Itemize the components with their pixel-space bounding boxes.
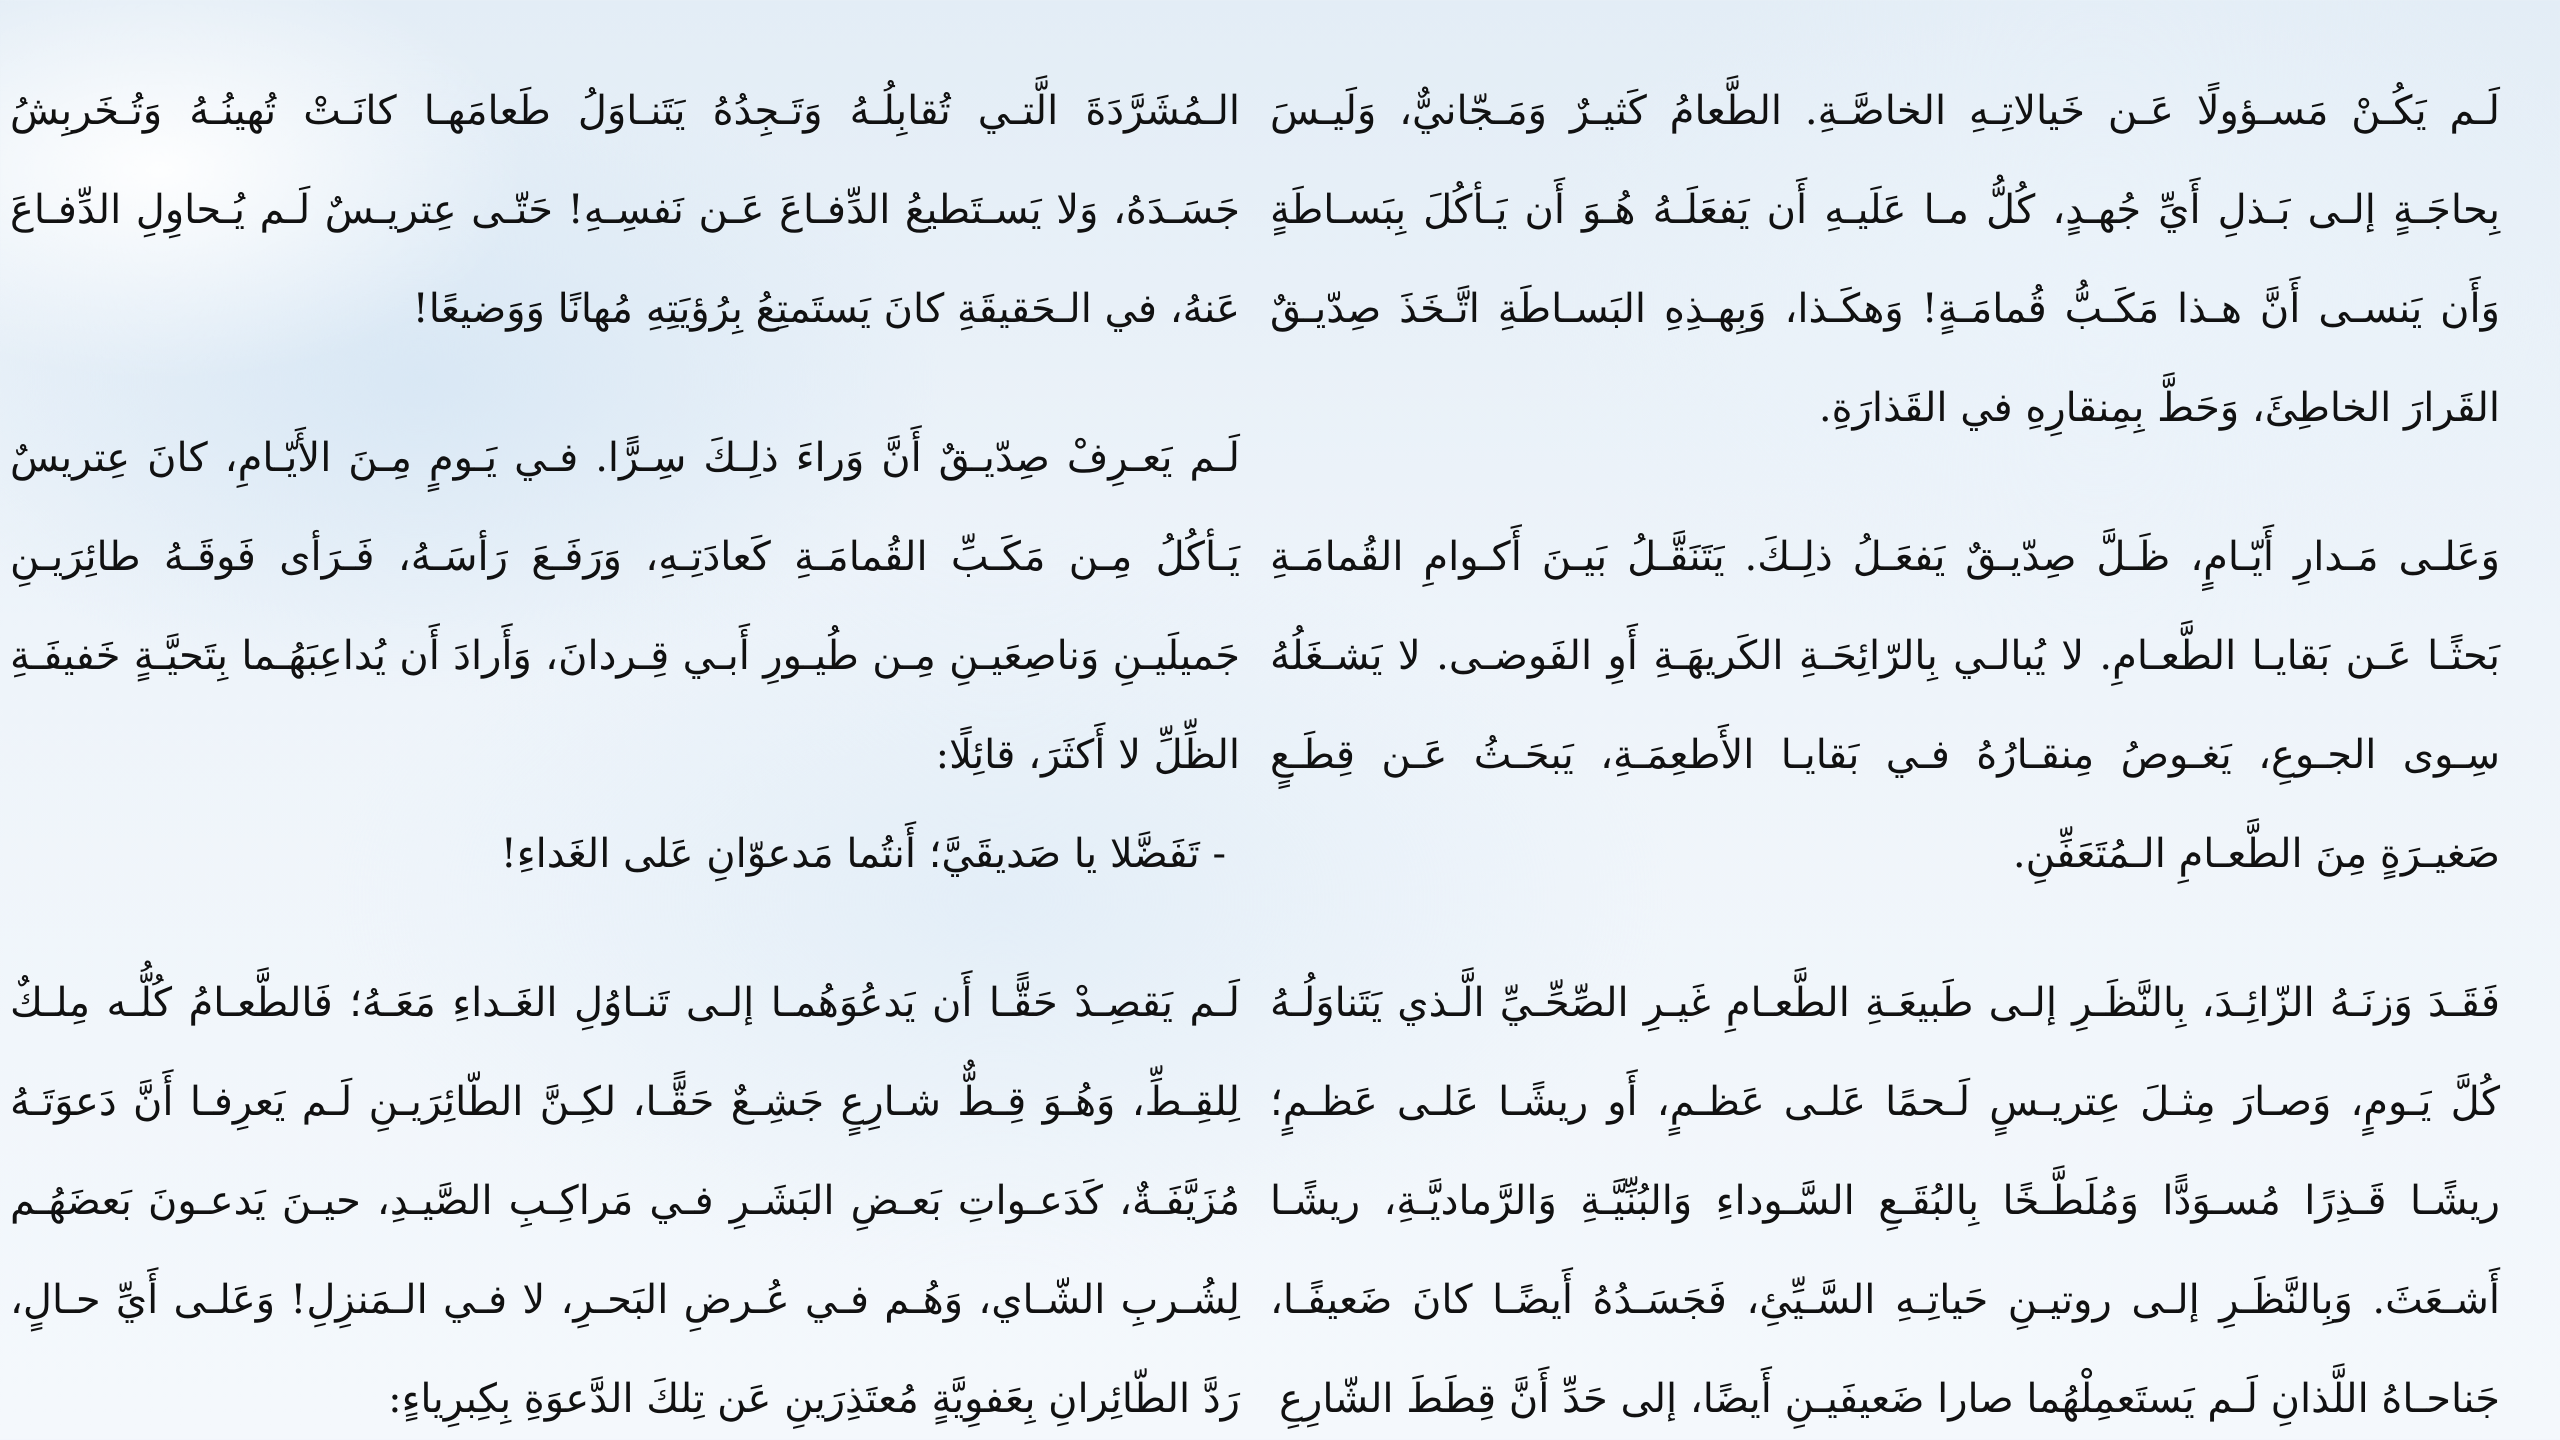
dialogue-line: - تَفَضَّلا يا صَديقَيَّ؛ أَنتُما مَدعوّانِ عَلى الغَداءِ! [500,831,1226,877]
paragraph: لَـم يَعـرِفْ صِدّيـقٌ أَنَّ وَراءَ ذلِـكَ سِـرًّا. فـي يَـومٍ مِـنَ الأَيّـامِ، كانَ عِتريسٌ يَـأكُلُ مِـن مَكَـبِّ القُمامَـةِ كَعادَتِـهِ، وَرَفَـعَ رَأسَـهُ، فَـرَأى فَوقَـهُ طائِرَيـنِ جَميلَيـنِ وَناصِعَيـنِ مِـن طُيـورِ أَبـي قِـردانَ، وَأَرادَ أَن يُداعِبَهُـما بِتَحيَّـةٍ خَفيفَـةِ الظِّلِّ لا أَكثَرَ، قائِلًا: [10,435,1240,778]
paragraph: وَعَلـى مَـدارِ أَيّـامٍ، ظَـلَّ صِدّيـقٌ يَفعَـلُ ذلِـكَ. يَتَنَقَّـلُ بَيـنَ أَكـوامِ القُمامَـةِ بَحثًـا عَـن بَقايـا الطَّعـامِ. لا يُبالـي بِالرّائِحَـةِ الكَريهَـةِ أَوِ الفَوضـى. لا يَشـغَلُهُ سِـوى الجـوعِ، يَغـوصُ مِنقـارُهُ فـي بَقايـا الأَطعِمَـةِ، يَبحَـثُ عَـن قِطَـعٍ صَغيـرَةٍ مِنَ الطَّعـامِ الـمُتَعَفِّنِ. [1270,534,2501,877]
left-page-text [10,62,1240,1440]
paragraph: لَـم يَقصِـدْ حَقًّـا أَن يَدعُوَهُمـا إلـى تَنـاوُلِ الغَـداءِ مَعَـهُ؛ فَالطَّعـامُ كُلُّـه مِلـكٌ لِلقِـطِّ، وَهُـوَ قِـطٌّ شـارِعٍ جَشِـعٌ حَقًّـا، لكِـنَّ الطّائِرَيـنِ لَـم يَعرِفـا أَنَّ دَعوَتَـهُ مُزَيَّفَـةٌ، كَدَعـواتِ بَعـضِ البَشَـرِ فـي مَراكِـبِ الصَّيـدِ، حيـنَ يَدعـونَ بَعضَهُـم لِشُـربِ الشّـاي، وَهُـم فـي عُـرضِ البَحـرِ، لا فـي الـمَنزِلِ! وَعَلـى أَيِّ حـالٍ، رَدَّ الطّائِرانِ بِعَفوِيَّةٍ مُعتَذِرَينِ عَن تِلكَ الدَّعوَةِ بِكِبرِياءٍ: [10,980,1240,1422]
right-page-text [1270,62,2500,1440]
paragraph: لَـم يَكُـنْ مَسـؤولًا عَـن خَيالاتِـهِ الخاصَّـةِ. الطَّعامُ كَثيـرٌ وَمَـجّانيٌّ، وَلَيـسَ بِحاجَـةٍ إلـى بَـذلِ أَيِّ جُهـدٍ، كُلُّ مـا عَلَيـهِ أَن يَفعَلَـهُ هُـوَ أَن يَـأكُلَ بِبَسـاطَةٍ وَأَن يَنسـى أَنَّ هـذا مَكَـبُّ قُمامَـةٍ! وَهكَـذا، وَبِهـذِهِ البَسـاطَةِ اتَّـخَذَ صِدّيـقٌ القَرارَ الخاطِئَ، وَحَطَّ بِمِنقارِهِ في القَذارَةِ. [1270,88,2500,431]
paragraph: الـمُشَرَّدَةَ الَّتـي تُقابِلُـهُ وَتَـجِدُهُ يَتَنـاوَلُ طَعامَهـا كانَـتْ تُهينُـهُ وَتُـخَربِشُ جَسَـدَهُ، وَلا يَسـتَطيعُ الدِّفـاعَ عَـن نَفسِـهِ! حَتّـى عِتريـسٌ لَـم يُـحاوِلِ الدِّفـاعَ عَنهُ، في الـحَقيقَةِ كانَ يَستَمتِعُ بِرُؤيَتِهِ مُهانًا وَوَضيعًا! [10,88,1240,332]
paragraph: فَقَـدَ وَزنَـهُ الزّائِـدَ، بِالنَّظَـرِ إلـى طَبيعَـةِ الطَّعـامِ غَيـرِ الصِّحِّـيِّ الَّـذي يَتَناوَلُـهُ كُلَّ يَـومٍ، وَصـارَ مِثـلَ عِتريـسٍ لَـحمًا عَلـى عَظـمٍ، أَو ريشًـا عَلـى عَظـمٍ؛ ريشًـا قَـذِرًا مُسـوَدًّا وَمُلَطَّـخًا بِالبُقَـعِ السَّـوداءِ وَالبُنِّيَّـةِ وَالرَّماديَّـةِ، ريشًـا أَشـعَثَ. وَبِالنَّظَـرِ إلـى روتيـنِ حَياتِـهِ السَّـيِّئِ، فَجَسَـدُهُ أَيضًـا كانَ ضَعيفًـا، جَناحـاهُ اللَّذانِ لَـم يَستَعمِلْهُما صارا ضَعيفَيـنِ أَيضًا، إلى حَدِّ أَنَّ قِطَطَ الشّارِعِ [1270,980,2500,1422]
